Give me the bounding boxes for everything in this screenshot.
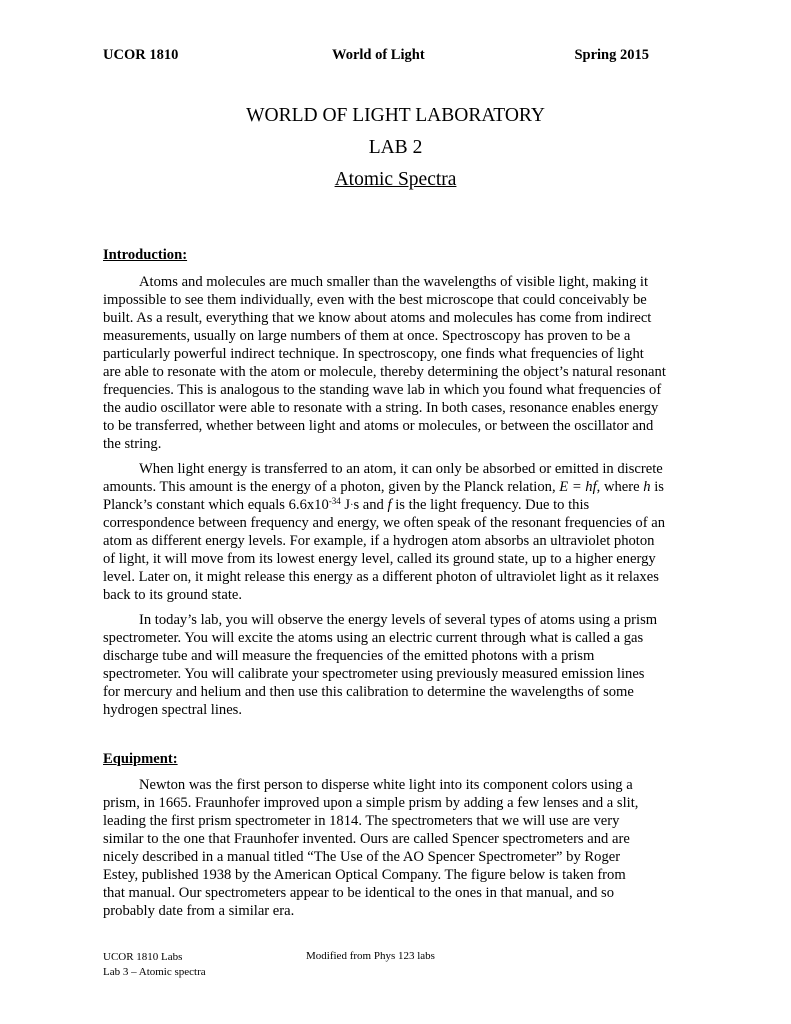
text-line: Newton was the first person to disperse white light into its component colors using a	[139, 777, 633, 793]
text-line: discharge tube and will measure the frequencies of the emitted photons with a prism	[103, 648, 595, 664]
equipment-paragraph-1	[103, 776, 703, 920]
unit-dot: ·	[350, 500, 354, 511]
text-run: s and	[353, 497, 388, 513]
text-line: the audio oscillator were able to resonate with a string. In both cases, resonance enables energy	[103, 400, 659, 416]
text-line: to be transferred, whether between light and atoms or molecules, or between the oscillator and	[103, 418, 654, 434]
text-line: In today’s lab, you will observe the energy levels of several types of atoms using a prism	[139, 612, 658, 628]
text-line: impossible to see them individually, even with the best microscope that could conceivably be	[103, 292, 647, 308]
planck-relation: E = hf	[559, 479, 597, 495]
symbol-h: h	[643, 479, 651, 495]
footer-course-labs: UCOR 1810 Labs	[103, 951, 183, 963]
text-line: built. As a result, everything that we know about atoms and molecules has come from indirect	[103, 310, 652, 326]
equipment-heading: Equipment:	[103, 751, 178, 767]
text-line: measurements, usually on large numbers of them at once. Spectroscopy has proven to be a	[103, 328, 631, 344]
text-line: correspondence between frequency and energy, we often speak of the resonant frequencies of an	[103, 515, 666, 531]
text-line: When light energy is transferred to an atom, it can only be absorbed or emitted in discrete	[139, 461, 663, 477]
title-block	[0, 100, 791, 196]
text-line	[103, 496, 703, 514]
text-line: of light, it will move from its lowest energy level, called its ground state, up to a higher energy	[103, 551, 656, 567]
intro-paragraph-3	[103, 611, 703, 719]
text-line: the string.	[103, 436, 162, 452]
footer-modified-note: Modified from Phys 123 labs	[306, 950, 435, 962]
text-line: probably date from a similar era.	[103, 903, 295, 919]
header-term: Spring 2015	[574, 47, 649, 63]
text-run: J	[340, 497, 351, 513]
text-line: leading the first prism spectrometer in 1814. The spectrometers that we will use are very	[103, 813, 620, 829]
intro-paragraph-1	[103, 273, 703, 453]
exponent: -34	[328, 496, 341, 506]
symbol-f: f	[387, 497, 392, 513]
page-footer	[103, 950, 206, 980]
header-course: UCOR 1810	[103, 47, 179, 63]
text-line: back to its ground state.	[103, 587, 243, 603]
text-line: frequencies. This is analogous to the standing wave lab in which you found what frequencies of	[103, 382, 662, 398]
text-line: Atoms and molecules are much smaller than the wavelengths of visible light, making it	[139, 274, 649, 290]
introduction-heading: Introduction:	[103, 247, 188, 263]
text-line: similar to the one that Fraunhofer invented. Ours are called Spencer spectrometers and are	[103, 831, 630, 847]
text-line: prism, in 1665. Fraunhofer improved upon a simple prism by adding a few lenses and a slit,	[103, 795, 639, 811]
text-line	[103, 478, 703, 496]
text-line: nicely described in a manual titled “The Use of the AO Spencer Spectrometer” by Roger	[103, 849, 621, 865]
text-line: particularly powerful indirect technique. In spectroscopy, one finds what frequencies of light	[103, 346, 644, 362]
intro-paragraph-2	[103, 460, 703, 604]
text-run: is	[650, 479, 664, 495]
page-header	[103, 47, 649, 67]
text-line: that manual. Our spectrometers appear to be identical to the ones in that manual, and so	[103, 885, 615, 901]
text-line: spectrometer. You will calibrate your spectrometer using previously measured emission lines	[103, 666, 645, 682]
text-line: atom as different energy levels. For example, if a hydrogen atom absorbs an ultraviolet photon	[103, 533, 655, 549]
title-subtitle-text: Atomic Spectra	[334, 169, 457, 190]
header-topic: World of Light	[332, 47, 425, 63]
text-line: Estey, published 1938 by the American Optical Company. The figure below is taken from	[103, 867, 626, 883]
footer-lab-title: Lab 3 – Atomic spectra	[103, 966, 206, 978]
text-line: spectrometer. You will excite the atoms using an electric current through what is called a gas	[103, 630, 644, 646]
text-run: Planck’s constant which equals 6.6x10	[103, 497, 329, 513]
text-line: hydrogen spectral lines.	[103, 702, 243, 718]
text-line: level. Later on, it might release this energy as a different photon of ultraviolet light as it relaxes	[103, 569, 659, 585]
title-lab-number: LAB 2	[368, 137, 423, 158]
text-run: amounts. This amount is the energy of a photon, given by the Planck relation,	[103, 479, 560, 495]
text-run: is the light frequency. Due to this	[391, 497, 590, 513]
title-main: WORLD OF LIGHT LABORATORY	[246, 105, 545, 126]
text-line: are able to resonate with the atom or molecule, thereby determining the object’s natural resonant	[103, 364, 666, 380]
text-run: , where	[596, 479, 644, 495]
text-line: for mercury and helium and then use this calibration to determine the wavelengths of some	[103, 684, 634, 700]
title-subtitle	[0, 164, 791, 196]
